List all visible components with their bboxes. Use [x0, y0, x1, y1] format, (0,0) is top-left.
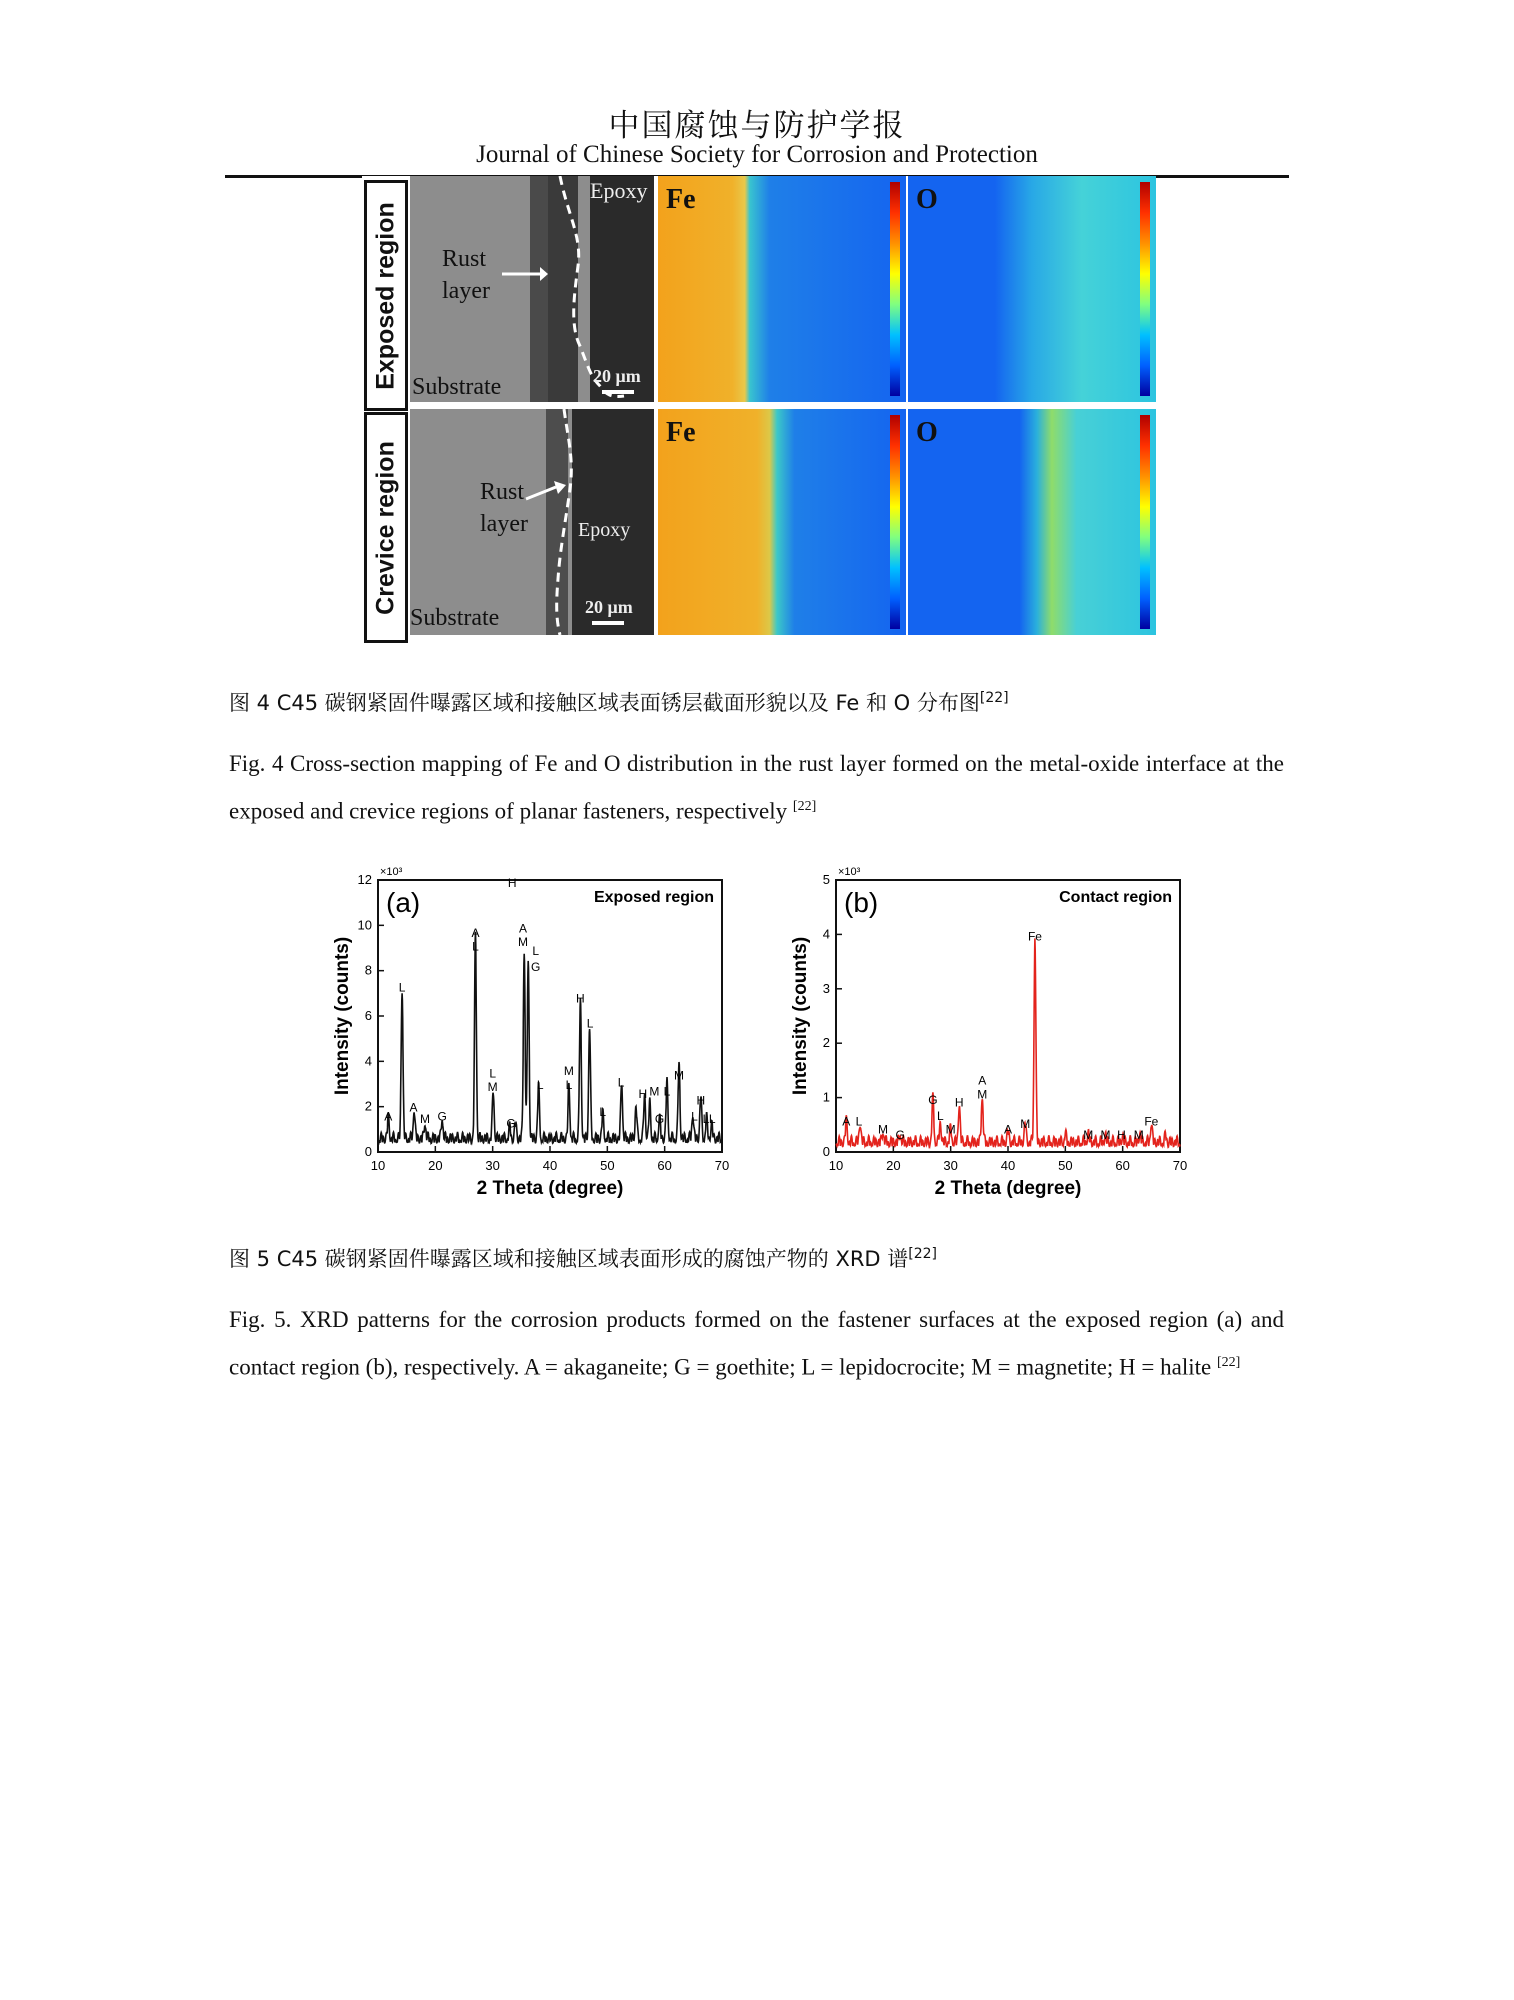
peak-label: L [663, 1084, 671, 1099]
peak-label: A [384, 1109, 393, 1124]
y-tick-label: 0 [822, 1144, 830, 1159]
colorbar [1140, 415, 1150, 629]
peak-label: H [954, 1095, 964, 1110]
peak-label: M [563, 1064, 574, 1079]
fig5-caption-en: Fig. 5. XRD patterns for the corrosion products formed on the fastener surfaces at the exposed region (a) and contact region (b), respectively. A = akaganeite; G = goethite; L = lepidocrocite; M = magnetite; H = halite [22] [229, 1307, 1284, 1380]
y-multiplier: ×10³ [380, 866, 403, 878]
peak-label: M [1133, 1128, 1144, 1143]
fig4-caption-cn: 图 4 C45 碳钢紧固件曝露区域和接触区域表面锈层截面形貌以及 Fe 和 O 分布图[22] [229, 690, 1009, 715]
peak-label: A [978, 1073, 987, 1088]
peak-label: A [519, 921, 528, 936]
x-tick-label: 20 [428, 1158, 443, 1173]
x-tick-label: 10 [828, 1158, 844, 1173]
epoxy-label: Epoxy [590, 178, 648, 203]
peak-label: L [532, 944, 540, 959]
panel-label: (b) [844, 887, 879, 918]
peak-label: G [654, 1111, 665, 1126]
peak-label: L [702, 1111, 710, 1126]
xrd-chart-contact [780, 860, 1200, 1200]
region-label-exposed: Exposed region [364, 180, 408, 411]
y-tick-label: 2 [364, 1098, 372, 1114]
peak-label: G [437, 1109, 447, 1124]
peak-label: M [487, 1080, 498, 1095]
x-tick-label: 50 [1058, 1158, 1073, 1173]
x-tick-label: 10 [370, 1158, 386, 1173]
y-axis-label: Intensity (counts) [332, 936, 353, 1096]
peak-label: L [937, 1109, 944, 1124]
peak-label: M [420, 1111, 431, 1126]
peak-label: G [506, 1116, 516, 1131]
journal-title-en: Journal of Chinese Society for Corrosion and Protection [476, 141, 1038, 168]
chart-title: Exposed region [593, 889, 714, 906]
rust-label: Rust [442, 246, 487, 272]
y-tick-label: 6 [364, 1008, 372, 1023]
peak-label: A [471, 925, 480, 940]
peak-label: M [1100, 1128, 1111, 1143]
journal-title-cn: 中国腐蚀与防护学报 [608, 108, 906, 144]
x-tick-label: 60 [1115, 1158, 1130, 1173]
colorbar [1140, 182, 1150, 396]
peak-label: L [536, 1077, 544, 1092]
peak-label: A [842, 1114, 851, 1129]
peak-label: H [507, 876, 517, 891]
peak-label: Fe [1027, 929, 1042, 944]
y-tick-label: 4 [364, 1053, 372, 1069]
substrate-label: Substrate [410, 605, 500, 631]
layer-label: layer [442, 278, 490, 304]
layer-label: layer [480, 511, 528, 537]
y-tick-label: 1 [822, 1089, 830, 1105]
peak-label: H [638, 1086, 648, 1101]
o-map-crevice: O [908, 409, 1156, 635]
peak-label: M [674, 1068, 684, 1083]
scale-label: 20 μm [593, 366, 641, 386]
y-tick-label: 2 [822, 1035, 830, 1051]
region-label-crevice: Crevice region [364, 412, 408, 643]
substrate-label: Substrate [412, 374, 502, 400]
xrd-chart-exposed [322, 860, 742, 1200]
colorbar [890, 415, 900, 629]
y-axis-label: Intensity (counts) [790, 936, 811, 1096]
x-tick-label: 30 [943, 1158, 958, 1173]
chart-title: Contact region [1059, 889, 1172, 906]
x-tick-label: 50 [600, 1158, 615, 1173]
x-tick-label: 40 [1000, 1158, 1016, 1173]
sem-image-exposed [410, 176, 654, 402]
peak-label: M [945, 1122, 956, 1137]
peak-label: L [691, 1109, 698, 1124]
peak-label: L [708, 1111, 716, 1126]
epoxy-label: Epoxy [578, 519, 631, 541]
peak-label: H [696, 1093, 706, 1108]
peak-label: L [398, 980, 406, 995]
peak-label: L [586, 1016, 594, 1031]
y-tick-label: 5 [822, 872, 830, 887]
panel-label: (a) [386, 887, 421, 918]
fig4-caption-en: Fig. 4 Cross-section mapping of Fe and O distribution in the rust layer formed on the metal-oxide interface at the exposed and crevice regions of planar fasteners, respectively [22] [229, 751, 1284, 824]
peak-label: G [928, 1092, 938, 1107]
peak-label: L [565, 1077, 573, 1092]
peak-label: H [576, 991, 585, 1006]
peak-label: M [977, 1087, 988, 1102]
fe-map-crevice: Fe [658, 409, 906, 635]
x-tick-label: 40 [542, 1158, 558, 1173]
peak-label: G [530, 959, 541, 974]
rust-label: Rust [480, 479, 525, 505]
y-tick-label: 12 [357, 872, 372, 887]
peak-label: L [855, 1114, 863, 1129]
scale-bar [602, 390, 634, 394]
x-axis-label: 2 Theta (degree) [476, 1178, 624, 1199]
peak-label: A [409, 1100, 418, 1115]
x-tick-label: 20 [886, 1158, 901, 1173]
x-tick-label: 30 [485, 1158, 500, 1173]
arrow-icon [524, 481, 568, 505]
fig5-caption-cn: 图 5 C45 碳钢紧固件曝露区域和接触区域表面形成的腐蚀产物的 XRD 谱[22] [229, 1246, 938, 1271]
plot-frame [836, 880, 1180, 1152]
o-map-exposed: O [908, 176, 1156, 402]
arrow-icon [500, 264, 550, 284]
peak-label: A [1003, 1122, 1013, 1137]
peak-label: L [489, 1066, 497, 1081]
x-tick-label: 70 [714, 1158, 730, 1173]
peak-label: G [895, 1128, 905, 1143]
peak-label: M [649, 1084, 660, 1099]
y-tick-label: 4 [822, 926, 830, 942]
peak-label: M [1083, 1128, 1094, 1143]
fe-map-exposed: Fe [658, 176, 906, 402]
y-tick-label: 8 [364, 962, 372, 978]
colorbar [890, 182, 900, 396]
peak-label: L [599, 1105, 607, 1119]
y-tick-label: 10 [357, 917, 372, 933]
peak-label: M [518, 935, 529, 949]
peak-label: Fe [1144, 1114, 1159, 1129]
y-multiplier: ×10³ [838, 866, 861, 878]
x-tick-label: 70 [1172, 1158, 1188, 1173]
y-tick-label: 3 [822, 980, 830, 996]
peak-label: L [472, 939, 479, 954]
peak-label: L [617, 1075, 625, 1090]
scale-bar [592, 621, 624, 625]
x-tick-label: 60 [657, 1158, 672, 1173]
peak-label: H [1117, 1128, 1126, 1143]
peak-label: M [1020, 1117, 1031, 1132]
figure-4 [362, 176, 1156, 644]
peak-label: M [878, 1122, 889, 1137]
y-tick-label: 0 [364, 1144, 372, 1159]
scale-label: 20 μm [585, 597, 633, 617]
x-axis-label: 2 Theta (degree) [934, 1178, 1082, 1199]
sem-image-crevice [410, 409, 654, 635]
